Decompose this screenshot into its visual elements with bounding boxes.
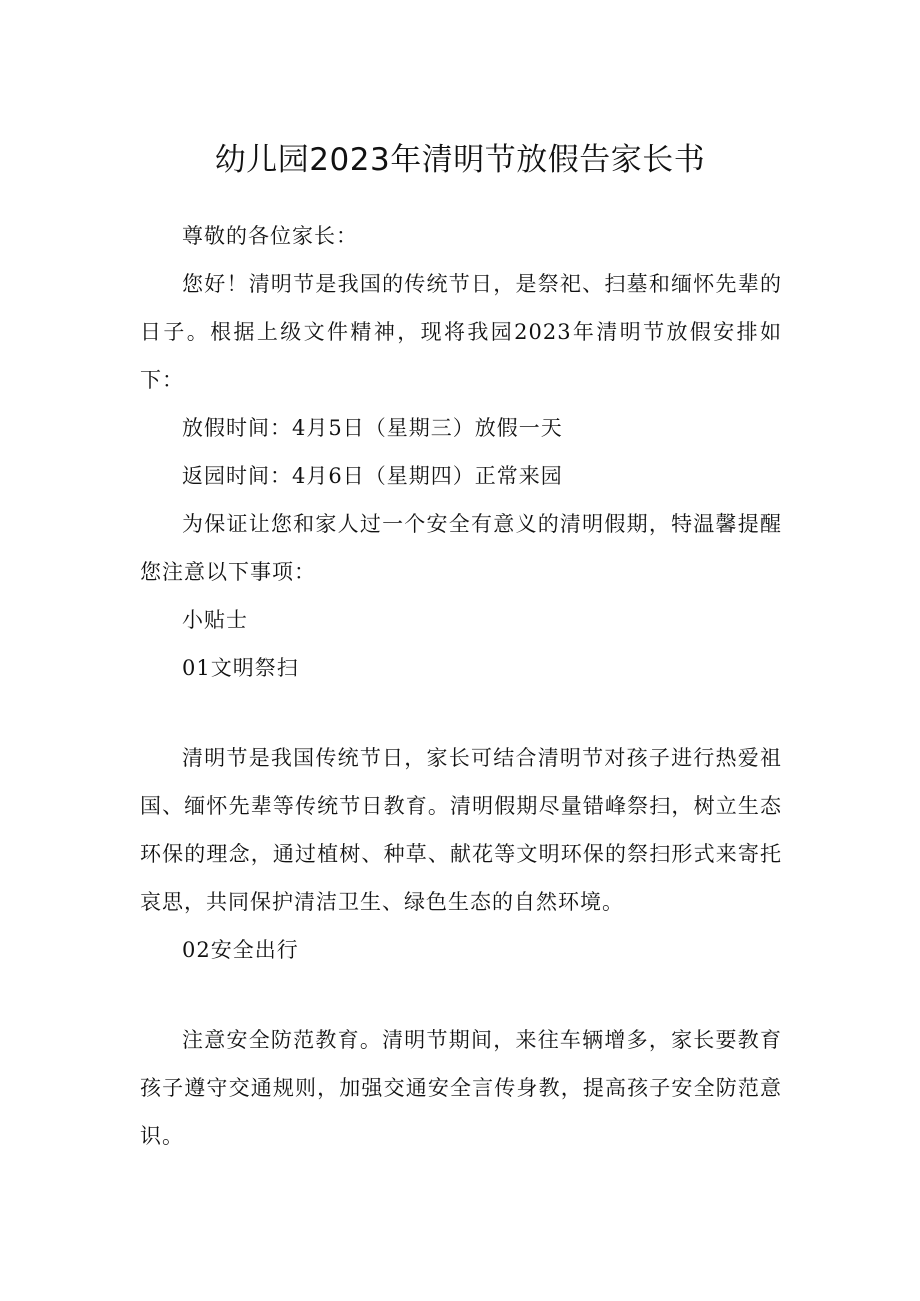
section-text-civilized: 清明节是我国传统节日，家长可结合清明节对孩子进行热爱祖国、缅怀先辈等传统节日教育。清明假期尽量错峰祭扫，树立生态环保的理念，通过植树、种草、献花等文明环保的祭扫形式来寄托哀思，共同保护清洁卫生、绿色生态的自然环境。 — [140, 746, 782, 914]
tips-heading: 小贴士 — [182, 608, 248, 632]
return-time: 返园时间：4月6日（星期四）正常来园 — [182, 464, 563, 488]
section-text-safety: 注意安全防范教育。清明节期间，来往车辆增多，家长要教育孩子遵守交通规则，加强交通安全言传身教，提高孩子安全防范意识。 — [140, 1028, 782, 1148]
document-body — [140, 212, 782, 1160]
section-heading-safety: 02安全出行 — [182, 938, 299, 962]
document-title: 幼儿园2023年清明节放假告家长书 — [214, 142, 706, 178]
greeting: 尊敬的各位家长： — [182, 224, 358, 248]
intro-paragraph: 您好！清明节是我国的传统节日，是祭祀、扫墓和缅怀先辈的日子。根据上级文件精神，现将我园2023年清明节放假安排如下： — [140, 272, 782, 392]
section-heading-civilized: 01文明祭扫 — [182, 656, 299, 680]
holiday-time: 放假时间：4月5日（星期三）放假一天 — [182, 416, 563, 440]
reminder-paragraph: 为保证让您和家人过一个安全有意义的清明假期，特温馨提醒您注意以下事项： — [140, 512, 782, 584]
